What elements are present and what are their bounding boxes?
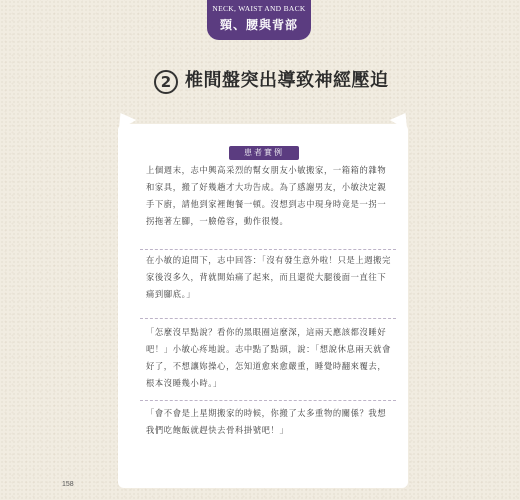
case-paragraph: 「怎麼沒早點說？看你的黑眼圈這麼深，這兩天應該都沒睡好吧！」小敏心疼地說。志中點了點頭，說：「想說休息兩天就會好了，不想讓妳操心，怎知道愈來愈嚴重，睡覺時翻來覆去，根本沒睡幾小時。」 xyxy=(146,327,391,388)
heading-number: 2 xyxy=(154,70,178,94)
divider xyxy=(140,249,396,250)
case-paragraph: 在小敏的追問下，志中回答：「沒有發生意外啦！只是上週搬完家後沒多久，背就開始痛了起來，而且還從大腿後面一直往下痛到腳底。」 xyxy=(146,255,391,299)
section-tab xyxy=(207,0,311,40)
section-title-zh: 頸、腰與背部 xyxy=(219,18,298,32)
divider xyxy=(140,318,396,319)
case-card xyxy=(118,124,408,488)
case-label: 患者實例 xyxy=(229,146,299,160)
heading-title: 椎間盤突出導致神經壓迫 xyxy=(185,70,389,91)
page-heading xyxy=(154,69,394,97)
section-title-en: NECK, WAIST AND BACK xyxy=(212,4,306,13)
case-paragraph: 上個週末，志中興高采烈的幫女朋友小敏搬家，一箱箱的雜物和家具，搬了好幾趟才大功告成。為了感謝男友，小敏決定親手下廚，請他到家裡飽餐一頓。沒想到志中現身時竟是一拐一拐拖著左腳，一臉倦容，動作很慢。 xyxy=(146,165,387,226)
case-paragraph: 「會不會是上星期搬家的時候，你搬了太多重物的關係？我想我們吃飽飯就趕快去骨科掛號吧！」 xyxy=(146,408,387,435)
divider xyxy=(140,400,396,401)
page-number: 158 xyxy=(62,481,74,488)
